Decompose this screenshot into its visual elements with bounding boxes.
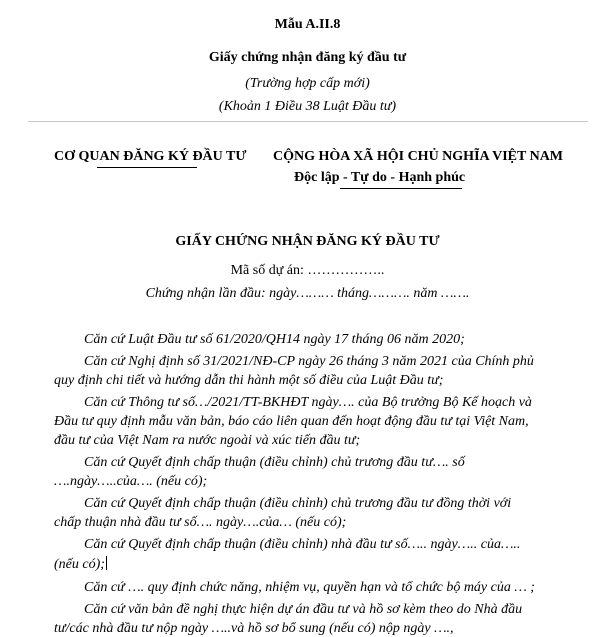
basis-line: đầu tư của Việt Nam ra nước ngoài và xúc tiến đầu tư; [54, 433, 361, 448]
basis-line-with-cursor [54, 556, 107, 573]
basis-line: tư/các nhà đầu tư nộp ngày …..và hồ sơ bổ sung (nếu có) nộp ngày …., [54, 621, 454, 636]
project-code: Mã số dự án: …………….. [230, 263, 385, 278]
motto-underline [340, 188, 462, 189]
basis-line: Căn cứ Luật Đầu tư số 61/2020/QH14 ngày 17 tháng 06 năm 2020; [84, 332, 465, 347]
basis-line: Căn cứ …. quy định chức năng, nhiệm vụ, quyền hạn và tổ chức bộ máy của … ; [84, 580, 535, 595]
basis-line: Căn cứ Nghị định số 31/2021/NĐ-CP ngày 26 tháng 3 năm 2021 của Chính phủ [84, 354, 534, 369]
nation-name: CỘNG HÒA XÃ HỘI CHỦ NGHĨA VIỆT NAM [273, 149, 564, 164]
basis-line: (nếu có); [54, 557, 105, 572]
header-divider [28, 121, 588, 122]
agency-underline [97, 167, 197, 168]
case-note: (Trường hợp cấp mới) [245, 76, 370, 91]
agency-name: CƠ QUAN ĐĂNG KÝ ĐẦU TƯ [54, 149, 247, 164]
form-title: Giấy chứng nhận đăng ký đầu tư [208, 50, 407, 65]
document-title: GIẤY CHỨNG NHẬN ĐĂNG KÝ ĐẦU TƯ [175, 234, 440, 249]
basis-line: Đầu tư quy định mẫu văn bản, báo cáo liên quan đến hoạt động đầu tư tại Việt Nam, [54, 414, 529, 429]
basis-line: Căn cứ văn bản đề nghị thực hiện dự án đầu tư và hồ sơ kèm theo do Nhà đầu [84, 602, 523, 617]
basis-line: Căn cứ Quyết định chấp thuận (điều chỉnh) nhà đầu tư số….. ngày….. của….. [84, 537, 521, 552]
basis-line: quy định chi tiết và hướng dẫn thi hành một số điều của Luật Đầu tư; [54, 373, 444, 388]
legal-basis: (Khoản 1 Điều 38 Luật Đầu tư) [218, 99, 397, 114]
form-code: Mẫu A.II.8 [274, 17, 341, 32]
basis-line: Căn cứ Thông tư số…/2021/TT-BKHĐT ngày…. của Bộ trưởng Bộ Kế hoạch và [84, 395, 532, 410]
nation-motto: Độc lập - Tự do - Hạnh phúc [294, 170, 466, 185]
text-cursor [106, 556, 107, 570]
basis-line: Căn cứ Quyết định chấp thuận (điều chỉnh) chủ trương đầu tư…. số [84, 455, 465, 470]
basis-line: Căn cứ Quyết định chấp thuận (điều chỉnh) chủ trương đầu tư đồng thời với [84, 496, 512, 511]
basis-line: ….ngày…..của…. (nếu có); [54, 474, 208, 489]
first-issue-date: Chứng nhận lần đầu: ngày……… tháng………. năm ……. [145, 286, 470, 301]
basis-line: chấp thuận nhà đầu tư số…. ngày….của… (nếu có); [54, 515, 347, 530]
